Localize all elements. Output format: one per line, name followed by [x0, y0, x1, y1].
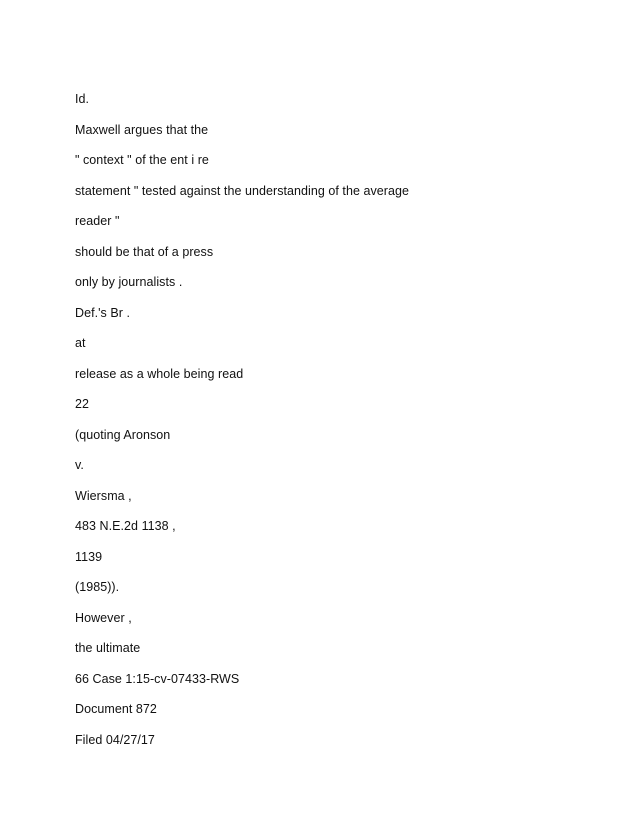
text-line: However , — [75, 610, 132, 625]
text-line: Def.'s Br . — [75, 305, 131, 320]
text-line: 483 N.E.2d 1138 , — [75, 519, 176, 533]
text-line: Wiersma , — [75, 488, 132, 503]
text-line: at — [75, 336, 86, 350]
text-line: 1139 — [75, 549, 103, 564]
text-line: the ultimate — [75, 641, 141, 655]
text-line: Id. — [75, 92, 90, 106]
text-line: Maxwell argues that the — [75, 122, 209, 137]
text-line: should be that of a press — [75, 244, 214, 259]
text-line: (quoting Aronson — [75, 427, 171, 442]
text-line: Filed 04/27/17 — [75, 732, 155, 747]
document-text-body — [75, 90, 595, 761]
text-line: 66 Case 1:15-cv-07433-RWS — [75, 671, 240, 686]
text-line: statement " tested against the understanding of the average — [75, 183, 409, 198]
text-line: only by journalists . — [75, 275, 183, 289]
text-line: " context " of the ent i re — [75, 153, 209, 167]
text-line: reader " — [75, 214, 120, 228]
text-line: release as a whole being read — [75, 366, 244, 381]
text-line: 22 — [75, 397, 90, 411]
text-line: v. — [75, 458, 84, 472]
text-line: (1985)). — [75, 580, 120, 594]
text-line: Document 872 — [75, 702, 157, 716]
